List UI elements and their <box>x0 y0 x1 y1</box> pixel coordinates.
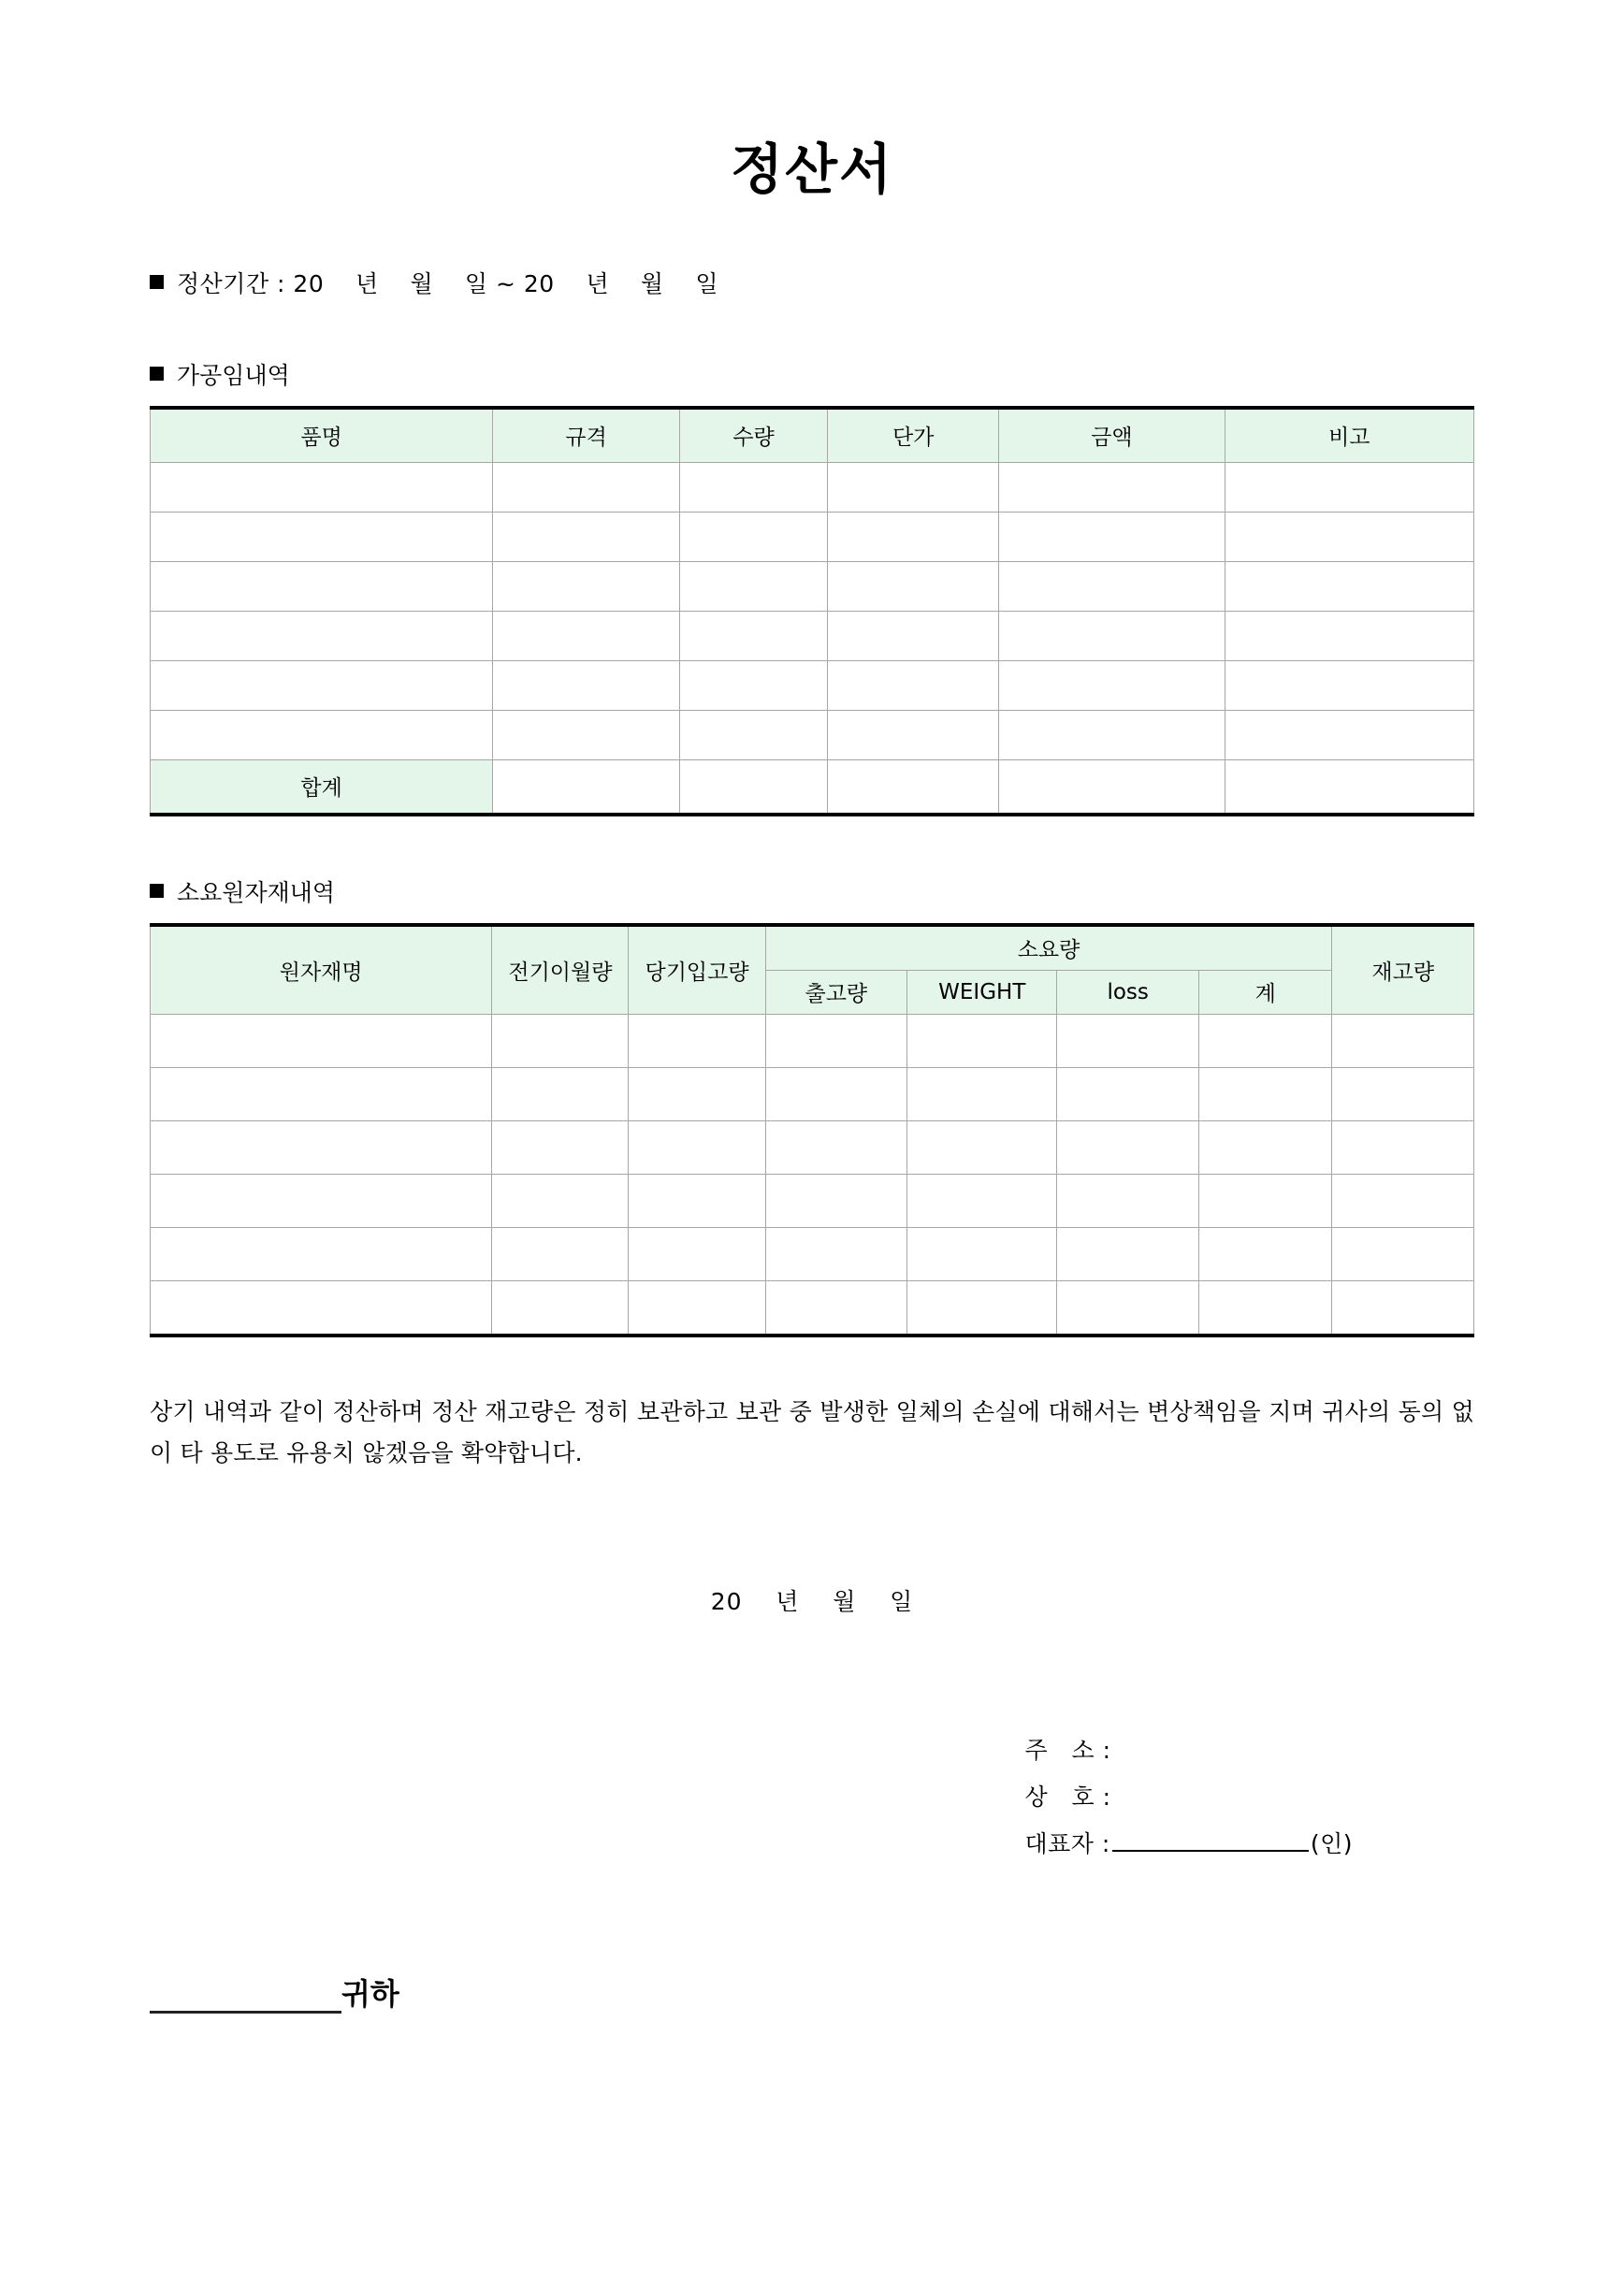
table-row <box>151 660 1474 710</box>
recipient-write-line[interactable] <box>150 1983 341 2014</box>
cell-remarks[interactable] <box>1225 561 1473 611</box>
signature-block <box>150 1727 1474 1868</box>
cell-amount[interactable] <box>999 660 1225 710</box>
cell-stock[interactable] <box>1332 1067 1474 1120</box>
total-cell-quantity[interactable] <box>680 759 828 815</box>
cell-carryover[interactable] <box>492 1120 629 1174</box>
cell-weight[interactable] <box>907 1067 1057 1120</box>
cell-spec[interactable] <box>493 660 680 710</box>
total-row-label: 합계 <box>151 759 493 815</box>
cell-spec[interactable] <box>493 611 680 660</box>
cell-material-name[interactable] <box>151 1014 492 1067</box>
signing-date-line: 20 년 월 일 <box>710 1588 914 1616</box>
cell-remarks[interactable] <box>1225 710 1473 759</box>
total-cell-unit-price[interactable] <box>828 759 999 815</box>
total-cell-remarks[interactable] <box>1225 759 1473 815</box>
column-header-stock: 재고량 <box>1332 925 1474 1015</box>
table-row <box>151 710 1474 759</box>
cell-subtotal[interactable] <box>1198 1067 1332 1120</box>
cell-loss[interactable] <box>1057 1174 1198 1227</box>
cell-item-name[interactable] <box>151 512 493 561</box>
cell-material-name[interactable] <box>151 1120 492 1174</box>
cell-unit-price[interactable] <box>828 660 999 710</box>
cell-weight[interactable] <box>907 1174 1057 1227</box>
recipient-line <box>150 1971 1474 2014</box>
table-row <box>151 1014 1474 1067</box>
table-row <box>151 1280 1474 1336</box>
cell-remarks[interactable] <box>1225 462 1473 512</box>
cell-subtotal[interactable] <box>1198 1174 1332 1227</box>
cell-stock[interactable] <box>1332 1120 1474 1174</box>
table-row <box>151 462 1474 512</box>
column-header-remarks: 비고 <box>1225 408 1473 463</box>
cell-remarks[interactable] <box>1225 512 1473 561</box>
column-header-quantity: 수량 <box>680 408 828 463</box>
cell-issued[interactable] <box>765 1120 906 1174</box>
table-row <box>151 1174 1474 1227</box>
cell-stock[interactable] <box>1332 1014 1474 1067</box>
bullet-square-icon <box>150 367 164 381</box>
total-cell-amount[interactable] <box>999 759 1225 815</box>
column-header-amount: 금액 <box>999 408 1225 463</box>
cell-item-name[interactable] <box>151 660 493 710</box>
section-heading-processing-label: 가공임내역 <box>177 361 290 389</box>
cell-issued[interactable] <box>765 1014 906 1067</box>
cell-amount[interactable] <box>999 710 1225 759</box>
cell-carryover[interactable] <box>492 1280 629 1336</box>
table-row <box>151 1067 1474 1120</box>
cell-issued[interactable] <box>765 1227 906 1280</box>
cell-remarks[interactable] <box>1225 611 1473 660</box>
settlement-period-line <box>150 266 1474 299</box>
cell-carryover[interactable] <box>492 1014 629 1067</box>
cell-item-name[interactable] <box>151 462 493 512</box>
column-header-weight: WEIGHT <box>907 970 1057 1014</box>
column-header-spec: 규격 <box>493 408 680 463</box>
cell-unit-price[interactable] <box>828 611 999 660</box>
signature-representative-row <box>1025 1821 1354 1868</box>
cell-received[interactable] <box>629 1014 765 1067</box>
seal-mark: (인) <box>1310 1830 1353 1858</box>
table-row <box>151 512 1474 561</box>
cell-item-name[interactable] <box>151 561 493 611</box>
signature-write-line[interactable] <box>1112 1829 1309 1852</box>
cell-weight[interactable] <box>907 1280 1057 1336</box>
cell-spec[interactable] <box>493 462 680 512</box>
column-header-unit-price: 단가 <box>828 408 999 463</box>
cell-quantity[interactable] <box>680 660 828 710</box>
cell-amount[interactable] <box>999 611 1225 660</box>
column-header-item-name: 품명 <box>151 408 493 463</box>
section-heading-materials-label: 소요원자재내역 <box>177 878 336 906</box>
cell-issued[interactable] <box>765 1067 906 1120</box>
settlement-period-text: 정산기간 : 20 년 월 일 ~ 20 년 월 일 <box>177 269 719 297</box>
cell-item-name[interactable] <box>151 611 493 660</box>
cell-unit-price[interactable] <box>828 512 999 561</box>
section-heading-materials <box>150 874 1474 908</box>
cell-unit-price[interactable] <box>828 462 999 512</box>
cell-spec[interactable] <box>493 561 680 611</box>
cell-received[interactable] <box>629 1120 765 1174</box>
cell-loss[interactable] <box>1057 1120 1198 1174</box>
cell-material-name[interactable] <box>151 1227 492 1280</box>
column-header-issued: 출고량 <box>765 970 906 1014</box>
cell-weight[interactable] <box>907 1120 1057 1174</box>
bullet-square-icon <box>150 884 164 898</box>
column-header-material-name: 원자재명 <box>151 925 492 1015</box>
processing-fee-table <box>150 406 1474 816</box>
cell-remarks[interactable] <box>1225 660 1473 710</box>
cell-stock[interactable] <box>1332 1280 1474 1336</box>
cell-amount[interactable] <box>999 561 1225 611</box>
cell-subtotal[interactable] <box>1198 1227 1332 1280</box>
cell-material-name[interactable] <box>151 1280 492 1336</box>
signature-address-label: 주 소 : <box>1024 1737 1111 1765</box>
cell-issued[interactable] <box>765 1280 906 1336</box>
cell-loss[interactable] <box>1057 1227 1198 1280</box>
raw-materials-table <box>150 923 1474 1337</box>
cell-subtotal[interactable] <box>1198 1120 1332 1174</box>
table-row <box>151 1120 1474 1174</box>
cell-subtotal[interactable] <box>1198 1014 1332 1067</box>
table-total-row <box>151 759 1474 815</box>
cell-unit-price[interactable] <box>828 561 999 611</box>
cell-carryover[interactable] <box>492 1227 629 1280</box>
cell-stock[interactable] <box>1332 1174 1474 1227</box>
cell-spec[interactable] <box>493 512 680 561</box>
column-header-carryover: 전기이월량 <box>492 925 629 1015</box>
signature-representative-label: 대표자 : <box>1024 1830 1110 1858</box>
table-row <box>151 561 1474 611</box>
cell-quantity[interactable] <box>680 710 828 759</box>
cell-received[interactable] <box>629 1227 765 1280</box>
cell-loss[interactable] <box>1057 1280 1198 1336</box>
recipient-suffix: 귀하 <box>341 1976 399 2013</box>
table-header-row <box>151 408 1474 463</box>
cell-material-name[interactable] <box>151 1067 492 1120</box>
bullet-square-icon <box>150 275 164 289</box>
cell-quantity[interactable] <box>680 611 828 660</box>
cell-subtotal[interactable] <box>1198 1280 1332 1336</box>
column-header-subtotal: 계 <box>1198 970 1332 1014</box>
column-header-received: 당기입고량 <box>629 925 765 1015</box>
cell-item-name[interactable] <box>151 710 493 759</box>
cell-issued[interactable] <box>765 1174 906 1227</box>
confirmation-statement: 상기 내역과 같이 정산하며 정산 재고량은 정히 보관하고 보관 중 발생한 일체의 손실에 대해서는 변상책임을 지며 귀사의 동의 없이 타 용도로 유용치 않겠음을 확약합니다. <box>150 1397 1474 1466</box>
column-header-loss: loss <box>1057 970 1198 1014</box>
signature-company-label: 상 호 : <box>1024 1783 1111 1812</box>
cell-material-name[interactable] <box>151 1174 492 1227</box>
table-row <box>151 1227 1474 1280</box>
cell-received[interactable] <box>629 1067 765 1120</box>
cell-quantity[interactable] <box>680 561 828 611</box>
cell-weight[interactable] <box>907 1014 1057 1067</box>
cell-loss[interactable] <box>1057 1067 1198 1120</box>
cell-quantity[interactable] <box>680 462 828 512</box>
cell-amount[interactable] <box>999 462 1225 512</box>
column-header-consumption-group: 소요량 <box>765 925 1332 971</box>
cell-carryover[interactable] <box>492 1174 629 1227</box>
table-header-row-level1 <box>151 925 1474 971</box>
page-title: 정산서 <box>730 137 894 201</box>
total-cell-spec[interactable] <box>493 759 680 815</box>
section-heading-processing <box>150 357 1474 391</box>
cell-received[interactable] <box>629 1280 765 1336</box>
table-row <box>151 611 1474 660</box>
cell-spec[interactable] <box>493 710 680 759</box>
cell-amount[interactable] <box>999 512 1225 561</box>
cell-unit-price[interactable] <box>828 710 999 759</box>
cell-carryover[interactable] <box>492 1067 629 1120</box>
cell-loss[interactable] <box>1057 1014 1198 1067</box>
cell-quantity[interactable] <box>680 512 828 561</box>
cell-received[interactable] <box>629 1174 765 1227</box>
cell-weight[interactable] <box>907 1227 1057 1280</box>
cell-stock[interactable] <box>1332 1227 1474 1280</box>
